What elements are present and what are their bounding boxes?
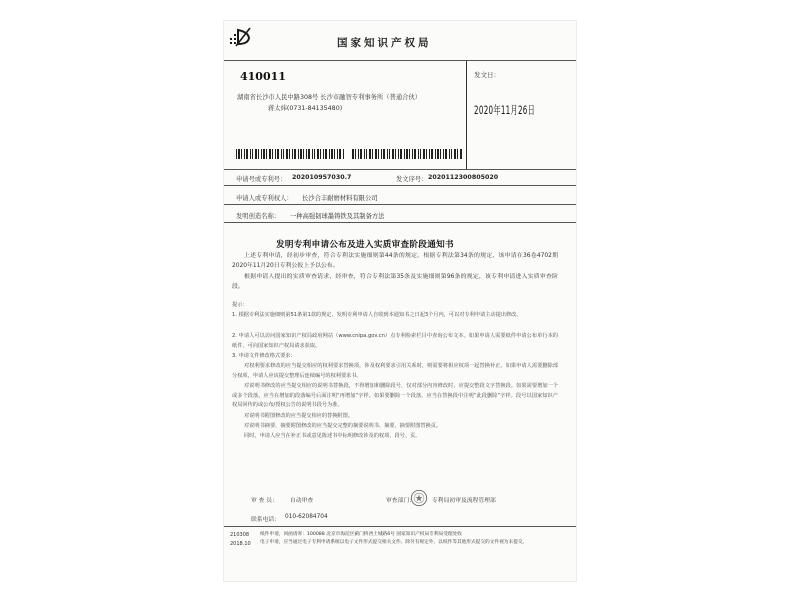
serial-number: 2020112300805020: [428, 174, 499, 181]
row-divider: [224, 222, 576, 223]
section-divider: [224, 169, 576, 170]
form-date: 2018.10: [230, 541, 251, 547]
notice-paragraph-1: 上述专利申请，经初步审查，符合专利法实施细则第44条的规定。根据专利法第34条的规定，该申请在36卷4702期2020年11月20日专利公报上予以公布。: [232, 253, 558, 270]
form-code: 210308: [230, 532, 250, 538]
issue-date-label: 发文日：: [474, 71, 500, 79]
row-divider: [224, 185, 576, 186]
postal-code: 410011: [240, 70, 286, 83]
cnipa-logo-icon: [228, 24, 254, 50]
department-label: 审查部门：: [386, 498, 415, 504]
tip-3c: 对说明书附图修改的应当提交相应的替换附图。: [244, 413, 353, 419]
recipient-contact: 蒋太炜(0731-84135480): [268, 105, 343, 112]
issue-date: 2020年11月26日: [474, 103, 536, 117]
footer-divider: [224, 526, 576, 527]
serial-number-label: 发文序号：: [396, 176, 428, 183]
address-barcode: [236, 149, 346, 159]
phone-label: 联系电话：: [251, 517, 280, 523]
phone-number: 010-62084704: [285, 514, 328, 520]
tip-3d: 对说明书摘要、摘要附图修改的应当提交完整的摘要说明书、摘要、摘要附图替换页。: [244, 423, 442, 429]
tips-label: 提示：: [232, 302, 248, 308]
application-number: 202010957030.7: [292, 174, 352, 181]
department-name: 专利局初审及流程管理部: [432, 498, 496, 504]
tip-3e: 同时，申请人应当在补正书或意见陈述书中标明修改涉及的权项、段号、页。: [244, 433, 421, 439]
row-divider: [224, 204, 576, 205]
examiner-label: 审 查 员：: [251, 498, 278, 504]
tip-1: 1. 根据专利法实施细则第51条第1款的规定，发明专利申请人自收到本通知书之日起3个月内，可以对专利申请主动提出修改。: [232, 312, 522, 318]
header-divider: [224, 60, 576, 61]
invention-title-label: 发明创造名称：: [236, 213, 281, 220]
tip-3a: 对权利要求修改的应当提交相应的权利要求替换项，涉及权利要求引用关系时，则需要将相应权项一起替换补正。如果申请人需要删除部分权项，申请人应该提交整理后连续编号的权利要求书。: [232, 363, 558, 379]
document-barcode: [352, 149, 464, 159]
tip-3b: 对说明书修改的应当提交相应的说明书替换段，不得增加和删除段号，仅对部分内容修改时，应提交整段文字替换段。如果需要增加一个或多个段落，应当在增加的段落编号后面注明“再增加”字样。如果要删除一个段落，应当在替换段中注明“此段删除”字样。段号以国家知识产权局回传的或公布/授权公告的说明书段号为准。: [232, 383, 558, 408]
tip-2: 2. 申请人可以访问国家知识产权局政府网站（www.cnipa.gov.cn）点专利检索栏目中查询公布文本。如果申请人需要纸件申请公布单行本的纸件，可向国家知识产权局请求获取。: [232, 333, 558, 349]
notice-paragraph-2: 根据申请人提出的实质审查请求，经审查，符合专利法第35条及实施细则第96条的规定，该专利申请进入实质审查阶段。: [232, 274, 558, 291]
tip-3: 3. 申请文件修改格式要求：: [232, 353, 296, 359]
notice-document: [224, 21, 576, 581]
address-block-divider: [466, 61, 467, 169]
notice-title: 发明专利申请公布及进入实质审查阶段通知书: [276, 240, 454, 250]
applicant-label: 申请人或专利权人：: [236, 195, 293, 202]
footer-note-1: 纸件申请，回函请寄：100088 北京市海淀区蓟门桥西土城路6号 国家知识产权局专利局受理处收: [260, 532, 462, 537]
recipient-address: 湖南省长沙市人民中路308号 长沙市融智专利事务所（普通合伙）: [237, 94, 422, 101]
footer-note-2: 电子申请，应当通过电子专利申请系统以电子文件形式提交相关文件。除另有规定外，以纸件等其他形式提交的文件视为未提交。: [260, 540, 528, 545]
office-name: 国家知识产权局: [337, 37, 432, 49]
invention-title: 一种高强韧球墨铸铁及其制备方法: [290, 213, 385, 220]
examiner-name: 自动审查: [290, 498, 314, 504]
department-seal-icon: [410, 489, 428, 507]
applicant-name: 长沙合丰耐磨材料有限公司: [302, 195, 378, 202]
application-number-label: 申请号或专利号：: [236, 176, 287, 183]
